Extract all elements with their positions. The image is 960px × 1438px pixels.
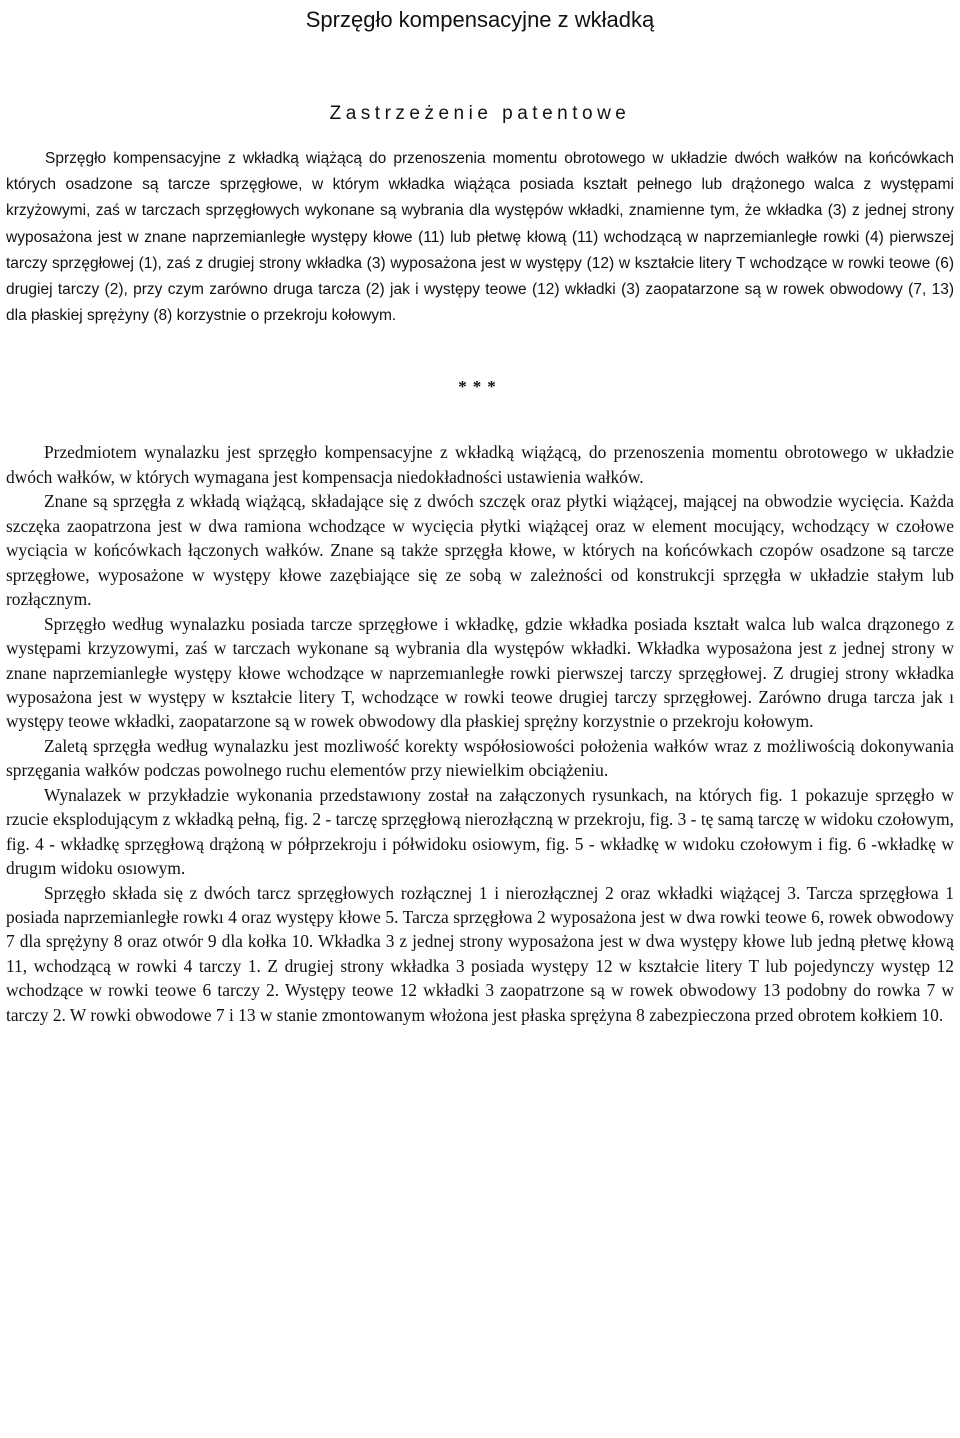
claims-heading: Zastrzeżenie patentowe xyxy=(329,103,631,124)
description-paragraph-3: Sprzęgło według wynalazku posiada tarcze sprzęgłowe i wkładkę, gdzie wkładka posiada kształt walca lub walca drązonego z występami krzyzowymi, zaś w tarczach wykonane są wybrania dla występów wkładki. Wkładka wyposażona jest z jednej strony w znane naprzemianległe występy kłowe wchodzące w naprzemıanległe rowki pierwszej tarczy sprzęgłowej. Z drugiej strony wkładka wyposażona jest w występy w kształcie litery T, wchodzące w rowki teowe drugiej tarczy sprzęgłowej. Zarówno druga tarcza jak ı występy teowe wkładki, zaopatarzone są w rowek obwodowy dla płaskiej sprężny korzystnie o przekroju kołowym. xyxy=(6,613,954,732)
patent-claim: Sprzęgło kompensacyjne z wkładką wiążącą do przenoszenia momentu obrotowego w układzie dwóch wałków na końcówkach których osadzone są tarcze sprzęgłowe, w którym wkładka wiążąca posiada kształt pełnego lub drążonego walca z występami krzyżowymi, zaś w tarczach sprzęgłowych wykonane są wybrania dla występów wkładki, znamienne tym, że wkładka (3) z jednej strony wyposażona jest w znane naprzemianległe występy kłowe (11) lub płetwę kłową (11) wchodzącą w naprzemianległe rowki (4) pierwszej tarczy sprzęgłowej (1), zaś z drugiej strony wkładka (3) wyposażona jest w występy (12) w kształcie litery T wchodzące w rowki teowe (6) drugiej tarczy (2), przy czym zarówno druga tarcza (2) jak i występy teowe (12) wkładki (3) zaopatarzone są w rowek obwodowy (7, 13) dla płaskiej sprężyny (8) korzystnie o przekroju kołowym. xyxy=(6,150,954,325)
description-body xyxy=(6,440,954,1027)
description-paragraph-6: Sprzęgło składa się z dwóch tarcz sprzęgłowych rozłącznej 1 i nierozłącznej 2 oraz wkładki wiążącej 3. Tarcza sprzęgłowa 1 posiada naprzemianległe rowkı 4 oraz występy kłowe 5. Tarcza sprzęgłowa 2 wyposażona jest w dwa rowki teowe 6, rowek obwodowy 7 dla sprężyny 8 oraz otwór 9 dla kołka 10. Wkładka 3 z jednej strony wyposażona jest w dwa występy kłowe lub jedną płetwę kłową 11, wchodzącą w rowki 4 tarczy 1. Z drugiej strony wkładka 3 posiada występy 12 w kształcie litery T lub pojedynczy występ 12 wchodzące w rowki teowe 6 tarczy 2. Występy teowe 12 wkładki 3 zaopatrzone są w rowek obwodowy 13 podobny do rowka 7 w tarczy 2. W rowki obwodowe 7 i 13 w stanie zmontowanym włożona jest płaska sprężyna 8 zabezpieczona przed obrotem kołkiem 10. xyxy=(6,882,954,1025)
document-title: Sprzęgło kompensacyjne z wkładką xyxy=(305,7,655,32)
description-paragraph-1: Przedmiotem wynalazku jest sprzęgło kompensacyjne z wkładką wiążącą, do przenoszenia momentu obrotowego w układzie dwóch wałków, w których wymagana jest kompensacja niedokładności ustawienia wałków. xyxy=(6,442,954,487)
description-paragraph-2: Znane są sprzęgła z wkładą wiążącą, składające się z dwóch szczęk oraz płytki wiążącej, mającej na obwodzie wycięcia. Każda szczęka zaopatrzona jest w dwa ramiona wchodzące w wycięcia płytki wiążącej oraz w element mocujący, wchodzący w czołowe wyciącia w końcówkach łączonych wałków. Znane są także sprzęgła kłowe, w których na końcówkach czopów osadzone są tarcze sprzęgłowe, wyposażone w występy kłowe zazębiające się ze sobą w zależności od konstrukcji sprzęgła w układzie stałym lub rozłącznym. xyxy=(6,491,954,610)
description-paragraph-4: Zaletą sprzęgła według wynalazku jest mozliwość korekty współosiowości położenia wałków wraz z możliwością dokonywania sprzęgania wałków podczas powolnego ruchu elementów przy niewielkim obciążeniu. xyxy=(6,735,954,781)
section-separator: *** xyxy=(458,377,502,397)
description-paragraph-5: Wynalazek w przykładzie wykonania przedstawıony został na załączonych rysunkach, na których fig. 1 pokazuje sprzęgło w rzucie eksplodującym z wkładką pełną, fig. 2 - tarczę sprzęgłową nierozłączną w przekroju, fig. 3 - tę samą tarczę w widoku czołowym, fig. 4 - wkładkę sprzęgłową drążoną w półprzekroju i półwidoku osiowym, fig. 5 - wkładkę w wıdoku czołowym i fig. 6 -wkładkę w drugım widoku osıowym. xyxy=(6,784,954,879)
